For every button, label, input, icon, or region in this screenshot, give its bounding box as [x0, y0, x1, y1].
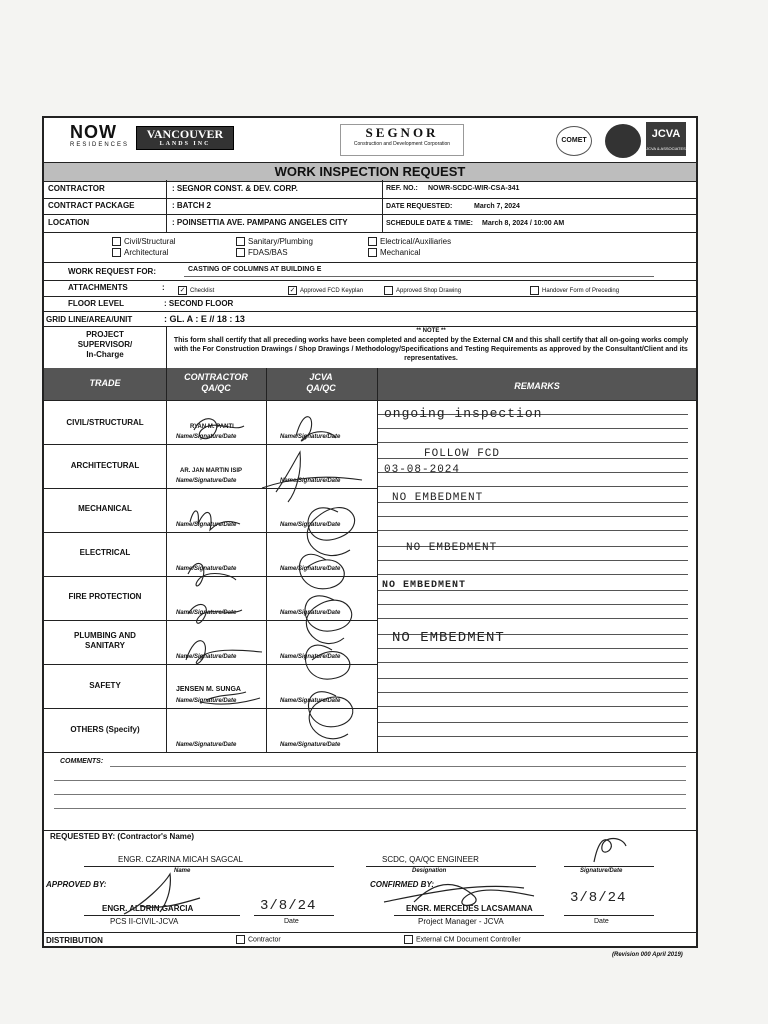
- approved-date: 3/8/24: [260, 898, 317, 914]
- date-requested-label: DATE REQUESTED:: [386, 203, 453, 210]
- remark-fire-protection: NO EMBEDMENT: [382, 580, 467, 591]
- sig-caption: Name/Signature/Date: [280, 698, 341, 704]
- requested-designation: SCDC, QA/QC ENGINEER: [382, 855, 479, 864]
- contractor-name-civil: RYAN M. PANTI: [190, 424, 234, 430]
- checkbox-icon: [236, 248, 245, 257]
- checkbox-icon: [404, 935, 413, 944]
- revision-note: (Revision 000 April 2019): [612, 952, 683, 958]
- sig-caption: Name/Signature/Date: [176, 654, 237, 660]
- remark-electrical: NO EMBEDMENT: [406, 542, 498, 554]
- vancouver-logo: [136, 126, 234, 150]
- segnor-logo-sub: Construction and Development Corporation: [353, 141, 451, 147]
- contractor-name-safety: JENSEN M. SUNGA: [176, 686, 241, 693]
- approved-role: PCS II-CIVIL-JCVA: [110, 917, 179, 926]
- distribution-cm[interactable]: External CM Document Controller: [404, 935, 521, 944]
- remark-civil: ongoing inspection: [384, 406, 543, 421]
- requested-name: ENGR. CZARINA MICAH SAGCAL: [118, 855, 243, 864]
- sig-caption: Name/Signature/Date: [280, 610, 341, 616]
- checkbox-checked-icon: ✓: [179, 287, 186, 294]
- floor-label: FLOOR LEVEL: [68, 299, 124, 308]
- sig-caption: Name/Signature/Date: [176, 434, 237, 440]
- requested-signature: [574, 832, 644, 868]
- package-label: CONTRACT PACKAGE: [48, 201, 135, 210]
- checkbox-icon: [236, 237, 245, 246]
- col-contractor: CONTRACTOR QA/QC: [184, 372, 248, 393]
- checkbox-checked-icon: ✓: [289, 287, 296, 294]
- jcva-logo-sub: JCVA & ASSOCIATES: [646, 146, 686, 151]
- col-remarks: REMARKS: [514, 381, 560, 391]
- segnor-logo: [340, 124, 464, 156]
- discipline-mechanical[interactable]: Mechanical: [368, 248, 420, 257]
- sig-caption: Name/Signature/Date: [280, 654, 341, 660]
- approved-date-caption: Date: [284, 918, 299, 925]
- trade-others: OTHERS (Specify): [70, 725, 140, 734]
- sig-caption: Name/Signature/Date: [176, 522, 237, 528]
- checkbox-icon: [384, 286, 393, 295]
- checkbox-icon: [112, 248, 121, 257]
- attachments-label: ATTACHMENTS: [68, 283, 128, 292]
- work-request-value: CASTING OF COLUMNS AT BUILDING E: [188, 266, 322, 273]
- location-value: : POINSETTIA AVE. PAMPANG ANGELES CITY: [172, 218, 348, 227]
- note-text: This form shall certify that all preceding works have been completed and accepted by the External CM and this shall certify that all on-going works comply with the For Construction Drawings / Shop Drawings / Methodology/Specifications and Testing Requirements as approved by the Consultant/Client and its representatives.: [173, 337, 689, 362]
- sig-caption: Name/Signature/Date: [280, 478, 341, 484]
- contractor-value: : SEGNOR CONST. & DEV. CORP.: [172, 184, 298, 193]
- confirmed-date-caption: Date: [594, 918, 609, 925]
- requested-designation-caption: Designation: [412, 868, 447, 874]
- ref-value: NOWR-SCDC-WIR-CSA-341: [428, 185, 520, 192]
- remark-plumbing: NO EMBEDMENT: [392, 630, 505, 646]
- trade-plumbing: PLUMBING AND SANITARY: [74, 631, 136, 650]
- sig-caption: Name/Signature/Date: [176, 566, 237, 572]
- confirmed-label: CONFIRMED BY:: [370, 880, 434, 889]
- col-jcva: JCVA QA/QC: [306, 372, 336, 393]
- vancouver-logo-text: VANCOUVER: [146, 127, 224, 141]
- checkbox-icon: [530, 286, 539, 295]
- now-logo: [70, 122, 130, 152]
- requested-label: REQUESTED BY: (Contractor's Name): [50, 832, 194, 841]
- jcva-logo: [646, 122, 686, 156]
- package-value: : BATCH 2: [172, 201, 211, 210]
- location-label: LOCATION: [48, 218, 90, 227]
- confirmed-name: ENGR. MERCEDES LACSAMANA: [406, 904, 533, 913]
- jcva-logo-text: JCVA: [651, 128, 681, 140]
- signatures-drawing: [166, 400, 378, 752]
- attachments-colon: :: [162, 283, 165, 292]
- discipline-architectural[interactable]: Architectural: [112, 248, 168, 257]
- checkbox-icon: [368, 248, 377, 257]
- trade-fire-protection: FIRE PROTECTION: [68, 592, 142, 601]
- trade-mechanical: MECHANICAL: [78, 504, 132, 513]
- now-logo-sub: RESIDENCES: [70, 142, 130, 148]
- discipline-civil[interactable]: Civil/Structural: [112, 237, 176, 246]
- sig-caption: Name/Signature/Date: [176, 478, 237, 484]
- discipline-electrical[interactable]: Electrical/Auxiliaries: [368, 237, 451, 246]
- col-trade: TRADE: [89, 378, 121, 388]
- distribution-label: DISTRIBUTION: [46, 936, 103, 945]
- now-logo-text: NOW: [70, 122, 117, 142]
- sig-caption: Name/Signature/Date: [280, 434, 341, 440]
- comet-logo: COMET: [556, 126, 592, 156]
- contractor-label: CONTRACTOR: [48, 184, 105, 193]
- sig-caption: Name/Signature/Date: [280, 566, 341, 572]
- ref-label: REF. NO.:: [386, 185, 418, 192]
- work-request-label: WORK REQUEST FOR:: [68, 267, 156, 276]
- form-title: WORK INSPECTION REQUEST: [44, 162, 696, 182]
- approved-signature: [114, 870, 224, 920]
- sig-caption: Name/Signature/Date: [280, 522, 341, 528]
- vancouver-logo-sub: LANDS INC: [159, 141, 211, 147]
- supervisor-label: PROJECT SUPERVISOR/ In-Charge: [77, 330, 133, 359]
- trade-electrical: ELECTRICAL: [79, 548, 131, 557]
- sig-caption: Name/Signature/Date: [280, 742, 341, 748]
- contractor-name-architectural: AR. JAN MARTIN ISIP: [180, 468, 243, 474]
- grid-value: : GL. A : E // 18 : 13: [164, 314, 245, 324]
- distribution-contractor[interactable]: Contractor: [236, 935, 281, 944]
- sig-caption: Name/Signature/Date: [176, 742, 237, 748]
- attachment-fcd-keyplan[interactable]: ✓ Approved FCD Keyplan: [289, 287, 364, 295]
- comments-label: COMMENTS:: [60, 758, 104, 765]
- requested-name-caption: Name: [174, 868, 191, 874]
- date-requested-value: March 7, 2024: [474, 203, 520, 210]
- seal-logo: [605, 124, 641, 158]
- confirmed-role: Project Manager - JCVA: [418, 917, 504, 926]
- checkbox-icon: [236, 935, 245, 944]
- schedule-label: SCHEDULE DATE & TIME:: [386, 220, 473, 227]
- confirmed-date: 3/8/24: [570, 890, 627, 906]
- approved-label: APPROVED BY:: [46, 880, 107, 889]
- schedule-value: March 8, 2024 / 10:00 AM: [482, 220, 565, 227]
- note-title: ** NOTE **: [416, 328, 446, 334]
- checkbox-icon: [112, 237, 121, 246]
- attachment-shop-drawing[interactable]: Approved Shop Drawing: [384, 286, 461, 295]
- remark-architectural-date: 03-08-2024: [384, 464, 461, 476]
- sig-caption: Name/Signature/Date: [176, 698, 237, 704]
- inspection-form: [42, 116, 698, 948]
- discipline-sanitary[interactable]: Sanitary/Plumbing: [236, 237, 313, 246]
- trade-architectural: ARCHITECTURAL: [70, 461, 140, 470]
- attachment-handover[interactable]: Handover Form of Preceding: [530, 286, 619, 295]
- floor-value: : SECOND FLOOR: [164, 299, 234, 308]
- approved-name: ENGR. ALDRIN GARCIA: [102, 904, 194, 913]
- checkbox-icon: [368, 237, 377, 246]
- confirmed-signature: [374, 876, 554, 916]
- trade-safety: SAFETY: [89, 681, 121, 690]
- sig-caption: Name/Signature/Date: [176, 610, 237, 616]
- remark-mechanical: NO EMBEDMENT: [392, 492, 484, 504]
- grid-label: GRID LINE/AREA/UNIT: [46, 315, 133, 324]
- requested-signature-caption: Signature/Date: [580, 868, 623, 874]
- discipline-fdas[interactable]: FDAS/BAS: [236, 248, 288, 257]
- segnor-logo-text: SEGNOR: [365, 125, 439, 140]
- attachment-checklist[interactable]: ✓ Checklist: [179, 287, 215, 295]
- trade-civil: CIVIL/STRUCTURAL: [66, 418, 144, 427]
- remark-architectural: FOLLOW FCD: [424, 448, 501, 460]
